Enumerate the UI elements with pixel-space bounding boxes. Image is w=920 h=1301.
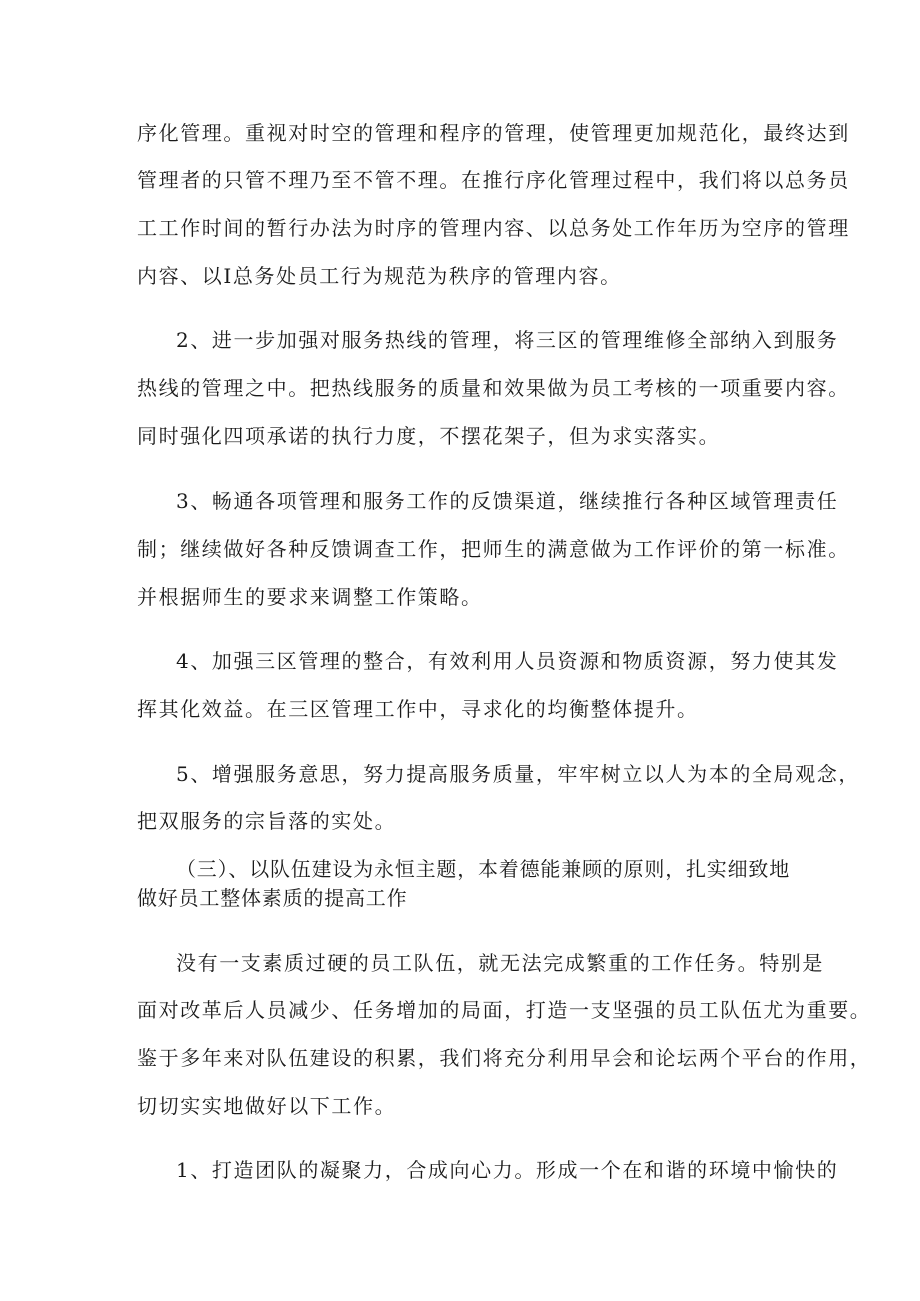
text-line: 工工作时间的暂行办法为时序的管理内容、以总务处工作年历为空序的管理: [137, 216, 850, 240]
text-line: 序化管理。重视对时空的管理和程序的管理，使管理更加规范化，最终达到: [137, 121, 850, 145]
text-line: 热线的管理之中。把热线服务的质量和效果做为员工考核的一项重要内容。: [137, 376, 850, 400]
text-line: 并根据师生的要求来调整工作策略。: [137, 585, 483, 609]
text-line: 内容、以I总务处员工行为规范为秩序的管理内容。: [137, 264, 622, 288]
text-line: 挥其化效益。在三区管理工作中，寻求化的均衡整体提升。: [137, 697, 699, 721]
text-line: 管理者的只管不理乃至不管不理。在推行序化管理过程中，我们将以总务员: [137, 168, 850, 192]
text-line: 把双服务的宗旨落的实处。: [137, 809, 397, 833]
text-line: 制；继续做好各种反馈调查工作，把师生的满意做为工作评价的第一标准。: [137, 537, 850, 561]
text-line: 鉴于多年来对队伍建设的积累，我们将充分利用早会和论坛两个平台的作用，: [137, 1046, 872, 1070]
text-line: 1、打造团队的凝聚力，合成向心力。形成一个在和谐的环境中愉快的: [176, 1158, 839, 1182]
text-line: 面对改革后人员减少、任务增加的局面，打造一支坚强的员工队伍尤为重要。: [137, 998, 872, 1022]
text-line: 切切实实地做好以下工作。: [137, 1094, 397, 1118]
text-line: 4、加强三区管理的整合，有效利用人员资源和物质资源，努力使其发: [176, 649, 839, 673]
text-line: 2、进一步加强对服务热线的管理，将三区的管理维修全部纳入到服务: [176, 328, 839, 352]
heading-line: 做好员工整体素质的提高工作: [137, 886, 408, 910]
heading-line: （三）、以队伍建设为永恒主题，本着德能兼顾的原则，扎实细致地: [176, 857, 790, 881]
text-line: 3、畅通各项管理和服务工作的反馈渠道，继续推行各种区域管理责任: [176, 489, 839, 513]
text-line: 5、增强服务意思，努力提高服务质量，牢牢树立以人为本的全局观念，: [176, 762, 860, 786]
text-line: 同时强化四项承诺的执行力度，不摆花架子，但为求实落实。: [137, 424, 721, 448]
text-line: 没有一支素质过硬的员工队伍，就无法完成繁重的工作任务。特别是: [176, 951, 824, 975]
